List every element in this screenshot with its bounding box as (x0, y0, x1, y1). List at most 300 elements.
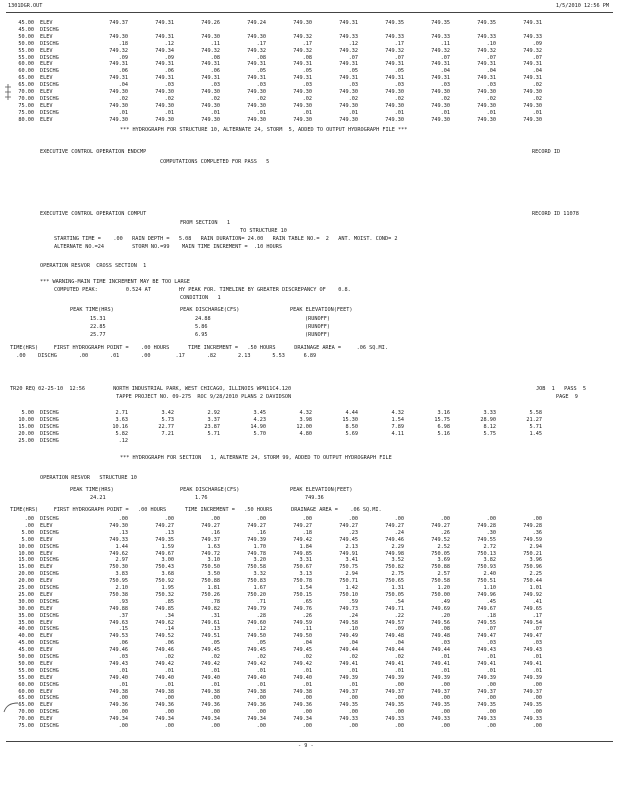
value-cell: 749.35 (523, 702, 542, 709)
value-cell: .00 (486, 709, 496, 716)
value-cell: 749.31 (523, 61, 542, 68)
value-cell: 749.58 (339, 619, 358, 626)
value-cell: 749.50 (247, 633, 266, 640)
value-cell: 749.38 (247, 688, 266, 695)
time-cell: 40.00 (18, 626, 34, 633)
type-cell: DISCHG (40, 612, 59, 619)
type-cell: ELEV (40, 564, 53, 571)
value-cell: 749.33 (109, 536, 128, 543)
peak-row-3-discharge: 6.95 (195, 332, 208, 338)
value-cell: 749.38 (201, 688, 220, 695)
value-cell: .03 (440, 82, 450, 89)
value-cell: 750.92 (155, 578, 174, 585)
value-cell: 749.24 (247, 20, 266, 26)
value-cell: .93 (118, 598, 128, 605)
value-cell: 3.13 (299, 571, 312, 578)
time-cell: 60.00 (18, 61, 34, 68)
value-cell: 749.43 (109, 660, 128, 667)
value-cell: 2.10 (115, 585, 128, 591)
value-cell: .00 (348, 695, 358, 702)
value-cell: 749.36 (247, 702, 266, 709)
value-cell: .00 (532, 516, 542, 522)
value-cell: 749.42 (155, 660, 174, 667)
value-cell: 749.39 (385, 674, 404, 681)
value-cell: 15.30 (342, 417, 358, 423)
time-cell: 5.00 (21, 536, 34, 543)
type-cell: DISCHG (40, 667, 59, 674)
operation-structure-title: OPERATION RESVOR STRUCTURE 10 (40, 475, 137, 481)
value-cell: .00 (256, 695, 266, 702)
value-cell: .04 (486, 68, 496, 75)
value-cell: .02 (210, 95, 220, 102)
value-cell: 749.38 (155, 688, 174, 695)
value-cell: 749.30 (109, 102, 128, 109)
type-cell: DISCHG (40, 681, 59, 688)
time-cell: 60.00 (18, 688, 34, 695)
value-cell: .10 (348, 626, 358, 633)
value-cell: 3.42 (161, 410, 174, 416)
value-cell: .02 (348, 95, 358, 102)
value-cell: 749.31 (293, 75, 312, 82)
value-cell: .01 (348, 681, 358, 688)
value-cell: 3.20 (253, 557, 266, 564)
value-cell: 749.30 (523, 116, 542, 123)
value-cell: .00 (394, 516, 404, 522)
value-cell: 749.65 (523, 605, 542, 612)
value-cell: .00 (302, 709, 312, 716)
value-cell: 749.41 (523, 660, 542, 667)
value-cell: .01 (440, 654, 450, 660)
time-cell: 75.00 (18, 723, 34, 729)
value-cell: 749.31 (155, 20, 174, 26)
value-cell: .06 (118, 640, 128, 647)
value-cell: 750.78 (293, 578, 312, 585)
value-cell: 750.00 (431, 591, 450, 598)
value-cell: 749.43 (523, 647, 542, 654)
value-cell: 3.52 (391, 557, 404, 564)
value-cell: 2.71 (115, 410, 128, 416)
value-cell: 749.34 (155, 716, 174, 723)
type-cell: ELEV (40, 522, 53, 529)
value-cell: .07 (394, 54, 404, 61)
value-cell: .00 (394, 681, 404, 688)
type-cell: DISCHG (40, 626, 59, 633)
value-cell: .00 (164, 709, 174, 716)
value-cell: 749.27 (339, 522, 358, 529)
value-cell: 750.83 (247, 578, 266, 585)
peak-row-1-time: 15.31 (90, 316, 106, 322)
value-cell: 3.69 (437, 557, 450, 564)
value-cell: 749.36 (293, 702, 312, 709)
peak-elevation-header: PEAK ELEVATION(FEET) (290, 307, 353, 313)
op2-peak-discharge-header: PEAK DISCHARGE(CFS) (180, 487, 240, 493)
value-cell: 749.30 (477, 116, 496, 123)
peak-row-3-elev: (RUNOFF) (305, 332, 330, 338)
table-row (10, 117, 610, 124)
value-cell: .00 (440, 695, 450, 702)
value-cell: 749.30 (523, 102, 542, 109)
value-cell: 749.39 (431, 674, 450, 681)
value-cell: 749.45 (201, 647, 220, 654)
value-cell: .26 (302, 612, 312, 619)
value-cell: .07 (532, 54, 542, 61)
value-cell: 749.38 (293, 688, 312, 695)
value-cell: 4.32 (299, 410, 312, 416)
value-cell: .03 (486, 82, 496, 89)
value-cell: 1.54 (391, 417, 404, 423)
value-cell: .13 (164, 529, 174, 536)
value-cell: 749.32 (339, 47, 358, 54)
value-cell: 7.21 (161, 431, 174, 437)
value-cell: 749.31 (109, 75, 128, 82)
time-cell: 60.00 (18, 681, 34, 688)
value-cell: 749.34 (201, 716, 220, 723)
value-cell: .78 (210, 598, 220, 605)
value-cell: .11 (440, 40, 450, 47)
type-cell: ELEV (40, 61, 53, 68)
value-cell: .65 (302, 598, 312, 605)
warning-line-1: *** WARNING-MAIN TIME INCREMENT MAY BE TOO LARGE (40, 279, 190, 285)
value-cell: 12.00 (296, 424, 312, 430)
value-cell: .01 (164, 681, 174, 688)
value-cell: 749.35 (431, 702, 450, 709)
value-cell: .00 (486, 695, 496, 702)
value-cell: 750.51 (477, 578, 496, 585)
type-cell: DISCHG (40, 695, 59, 702)
time-cell: 25.00 (18, 438, 34, 444)
value-cell: .17 (532, 612, 542, 619)
top-table-footnote: *** HYDROGRAPH FOR STRUCTURE 10, ALTERNATE 24, STORM 5, ADDED TO OUTPUT HYDROGRAPH FILE *** (120, 127, 408, 133)
type-cell: DISCHG (40, 54, 59, 61)
value-cell: 749.33 (385, 33, 404, 40)
print-datetime: 1/5/2010 12:56 PM (555, 3, 609, 9)
value-cell: 750.38 (109, 591, 128, 598)
value-cell: 3.37 (207, 417, 220, 423)
value-cell: .00 (486, 723, 496, 729)
value-cell: 749.98 (385, 550, 404, 557)
value-cell: 4.80 (299, 431, 312, 437)
peak-row-2-time: 22.85 (90, 324, 106, 330)
value-cell: 750.95 (109, 578, 128, 585)
type-cell: DISCHG (40, 557, 59, 564)
value-cell: .00 (532, 709, 542, 716)
value-cell: .22 (394, 612, 404, 619)
value-cell: .02 (440, 95, 450, 102)
op2-peak-time: 24.21 (90, 495, 106, 501)
value-cell: 5.73 (161, 417, 174, 423)
time-cell: 55.00 (18, 54, 34, 61)
value-cell: .01 (302, 681, 312, 688)
value-cell: 749.32 (385, 47, 404, 54)
value-cell: .03 (256, 82, 266, 89)
value-cell: .00 (532, 681, 542, 688)
value-cell: .02 (394, 95, 404, 102)
peak-row-1-elev: (RUNOFF) (305, 316, 330, 322)
value-cell: .05 (256, 68, 266, 75)
value-cell: 749.32 (431, 47, 450, 54)
value-cell: .00 (440, 709, 450, 716)
value-cell: 749.48 (431, 633, 450, 640)
value-cell: .00 (256, 709, 266, 716)
time-cell: 50.00 (18, 660, 34, 667)
value-cell: 1.59 (161, 543, 174, 550)
time-cell: 60.00 (18, 68, 34, 75)
value-cell: .00 (394, 709, 404, 716)
type-cell: DISCHG (40, 417, 59, 423)
value-cell: 749.44 (339, 647, 358, 654)
value-cell: 750.21 (523, 550, 542, 557)
value-cell: 749.73 (339, 605, 358, 612)
value-cell: .07 (440, 54, 450, 61)
time-increment-line: TIME(HRS) FIRST HYDROGRAPH POINT = .00 HOURS TIME INCREMENT = .50 HOURS DRAINAGE AREA = .06 SQ.MI. (10, 345, 388, 351)
value-cell: 749.49 (339, 633, 358, 640)
value-cell: 2.13 (345, 543, 358, 550)
value-cell: 749.30 (247, 102, 266, 109)
value-cell: 2.52 (437, 543, 450, 550)
peak-discharge-header: PEAK DISCHARGE(CFS) (180, 307, 240, 313)
type-cell: ELEV (40, 47, 53, 54)
type-cell: DISCHG (40, 529, 59, 536)
value-cell: 749.55 (477, 536, 496, 543)
value-cell: 749.33 (523, 716, 542, 723)
value-cell: 749.72 (201, 550, 220, 557)
value-cell: 749.41 (385, 660, 404, 667)
value-cell: 749.34 (293, 716, 312, 723)
value-cell: 749.32 (293, 47, 312, 54)
value-cell: 749.39 (247, 536, 266, 543)
value-cell: .01 (486, 109, 496, 116)
value-cell: .02 (486, 95, 496, 102)
type-cell: DISCHG (40, 410, 59, 416)
table-row (10, 417, 610, 424)
value-cell: 750.82 (385, 564, 404, 571)
value-cell: .17 (302, 40, 312, 47)
value-cell: 750.67 (293, 564, 312, 571)
value-cell: .01 (348, 109, 358, 116)
file-name: 1301DGR.OUT (8, 3, 43, 9)
value-cell: 749.40 (201, 674, 220, 681)
value-cell: .00 (256, 723, 266, 729)
type-cell: ELEV (40, 619, 53, 626)
value-cell: 3.96 (529, 557, 542, 564)
type-cell: ELEV (40, 633, 53, 640)
op2-time-line: TIME(HRS) FIRST HYDROGRAPH POINT = .00 HOURS TIME INCREMENT = .50 HOURS DRAINAGE AREA = .06 SQ.MI. (10, 507, 382, 513)
value-cell: .03 (348, 82, 358, 89)
value-cell: 5.69 (345, 431, 358, 437)
value-cell: .12 (164, 40, 174, 47)
value-cell: 749.30 (155, 116, 174, 123)
type-cell: DISCHG (40, 109, 59, 116)
value-cell: .23 (348, 529, 358, 536)
value-cell: .03 (532, 640, 542, 647)
op2-peak-discharge: 1.76 (195, 495, 208, 501)
value-cell: 10.16 (112, 424, 128, 430)
value-cell: 749.46 (109, 647, 128, 654)
value-cell: .12 (348, 40, 358, 47)
value-cell: 749.30 (339, 89, 358, 95)
time-cell: 20.00 (18, 578, 34, 585)
peak-time-header: PEAK TIME(HRS) (70, 307, 114, 313)
value-cell: .05 (348, 68, 358, 75)
value-cell: 21.27 (526, 417, 542, 423)
time-cell: 15.00 (18, 424, 34, 430)
value-cell: 749.37 (339, 688, 358, 695)
value-cell: 749.42 (293, 660, 312, 667)
time-cell: 45.00 (18, 640, 34, 647)
time-cell: 65.00 (18, 75, 34, 82)
value-cell: .00 (118, 695, 128, 702)
value-cell: 749.67 (477, 605, 496, 612)
value-cell: 749.31 (109, 61, 128, 68)
value-cell: .59 (348, 598, 358, 605)
type-cell: DISCHG (40, 95, 59, 102)
value-cell: 749.30 (339, 116, 358, 123)
value-cell: .02 (256, 654, 266, 660)
value-cell: .14 (164, 626, 174, 633)
value-cell: 2.25 (529, 571, 542, 578)
type-cell: DISCHG (40, 26, 59, 33)
value-cell: 749.30 (155, 89, 174, 95)
value-cell: 750.88 (201, 578, 220, 585)
value-cell: 749.31 (523, 75, 542, 82)
to-structure: TO STRUCTURE 10 (240, 228, 287, 234)
time-cell: 20.00 (18, 571, 34, 578)
value-cell: 749.52 (155, 633, 174, 640)
value-cell: 749.76 (293, 605, 312, 612)
value-cell: 749.30 (247, 116, 266, 123)
value-cell: .01 (210, 681, 220, 688)
value-cell: 1.81 (207, 585, 220, 591)
value-cell: .03 (210, 82, 220, 89)
value-cell: .04 (440, 68, 450, 75)
peak-row-2-discharge: 5.86 (195, 324, 208, 330)
value-cell: 5.58 (529, 410, 542, 416)
value-cell: 2.94 (529, 543, 542, 550)
value-cell: .00 (118, 709, 128, 716)
value-cell: 749.30 (247, 89, 266, 95)
value-cell: 1.31 (391, 585, 404, 591)
value-cell: 14.90 (250, 424, 266, 430)
value-cell: .04 (394, 640, 404, 647)
value-cell: .28 (256, 612, 266, 619)
value-cell: .01 (256, 109, 266, 116)
value-cell: .01 (486, 667, 496, 674)
value-cell: 749.62 (109, 550, 128, 557)
value-cell: 1.54 (299, 585, 312, 591)
value-cell: 749.32 (201, 47, 220, 54)
value-cell: 749.41 (477, 660, 496, 667)
value-cell: 749.33 (339, 33, 358, 40)
value-cell: 749.30 (293, 102, 312, 109)
value-cell: 749.33 (385, 716, 404, 723)
value-cell: 749.40 (293, 674, 312, 681)
value-cell: 749.33 (477, 716, 496, 723)
time-cell: 5.00 (21, 529, 34, 536)
value-cell: 749.28 (523, 522, 542, 529)
value-cell: .04 (118, 82, 128, 89)
value-cell: 749.32 (293, 33, 312, 40)
value-cell: 749.88 (109, 605, 128, 612)
time-cell: 10.00 (18, 543, 34, 550)
value-cell: 749.85 (155, 605, 174, 612)
type-cell: DISCHG (40, 571, 59, 578)
value-cell: 749.30 (339, 102, 358, 109)
time-cell: 35.00 (18, 619, 34, 626)
exec-endcmp-record: RECORD ID (532, 149, 561, 155)
value-cell: .06 (164, 640, 174, 647)
value-cell: 749.27 (155, 522, 174, 529)
time-cell: 50.00 (18, 33, 34, 40)
value-cell: 1.95 (161, 585, 174, 591)
value-cell: .05 (256, 640, 266, 647)
value-cell: .01 (532, 109, 542, 116)
value-cell: 750.05 (431, 550, 450, 557)
time-cell: 55.00 (18, 47, 34, 54)
value-cell: 749.31 (247, 61, 266, 68)
value-cell: .45 (486, 598, 496, 605)
value-cell: 749.67 (155, 550, 174, 557)
value-cell: .20 (440, 612, 450, 619)
value-cell: .02 (532, 82, 542, 89)
value-cell: 749.33 (477, 33, 496, 40)
value-cell: 749.47 (523, 633, 542, 640)
value-cell: 749.30 (109, 522, 128, 529)
value-cell: 749.45 (339, 536, 358, 543)
value-cell: 750.15 (293, 591, 312, 598)
value-cell: 2.57 (437, 571, 450, 578)
type-cell: DISCHG (40, 438, 59, 444)
value-cell: .00 (532, 695, 542, 702)
value-cell: .01 (394, 109, 404, 116)
value-cell: 749.34 (109, 716, 128, 723)
type-cell: ELEV (40, 89, 53, 95)
value-cell: .00 (164, 723, 174, 729)
type-cell: ELEV (40, 102, 53, 109)
value-cell: 749.56 (431, 619, 450, 626)
from-section: FROM SECTION 1 (180, 220, 230, 226)
table-row (10, 723, 610, 730)
type-cell: ELEV (40, 688, 53, 695)
value-cell: .01 (532, 654, 542, 660)
value-cell: .13 (210, 626, 220, 633)
value-cell: 5.16 (437, 431, 450, 437)
computations-completed: COMPUTATIONS COMPLETED FOR PASS 5 (160, 159, 270, 165)
value-cell: 749.31 (477, 61, 496, 68)
time-cell: 30.00 (18, 598, 34, 605)
value-cell: .02 (302, 95, 312, 102)
value-cell: .16 (210, 529, 220, 536)
time-cell: 70.00 (18, 95, 34, 102)
value-cell: .00 (210, 516, 220, 522)
value-cell: 749.40 (155, 674, 174, 681)
time-cell: 15.00 (18, 564, 34, 571)
value-cell: 1.67 (253, 585, 266, 591)
value-cell: 749.30 (201, 102, 220, 109)
value-cell: 2.75 (391, 571, 404, 578)
type-cell: DISCHG (40, 431, 59, 437)
value-cell: 749.30 (477, 102, 496, 109)
value-cell: 749.30 (109, 33, 128, 40)
value-cell: 749.30 (293, 89, 312, 95)
value-cell: .01 (394, 667, 404, 674)
value-cell: 1.84 (299, 543, 312, 550)
value-cell: .08 (210, 54, 220, 61)
value-cell: .01 (348, 667, 358, 674)
value-cell: 749.42 (293, 536, 312, 543)
value-cell: .02 (348, 654, 358, 660)
value-cell: 749.31 (385, 61, 404, 68)
type-cell: ELEV (40, 550, 53, 557)
